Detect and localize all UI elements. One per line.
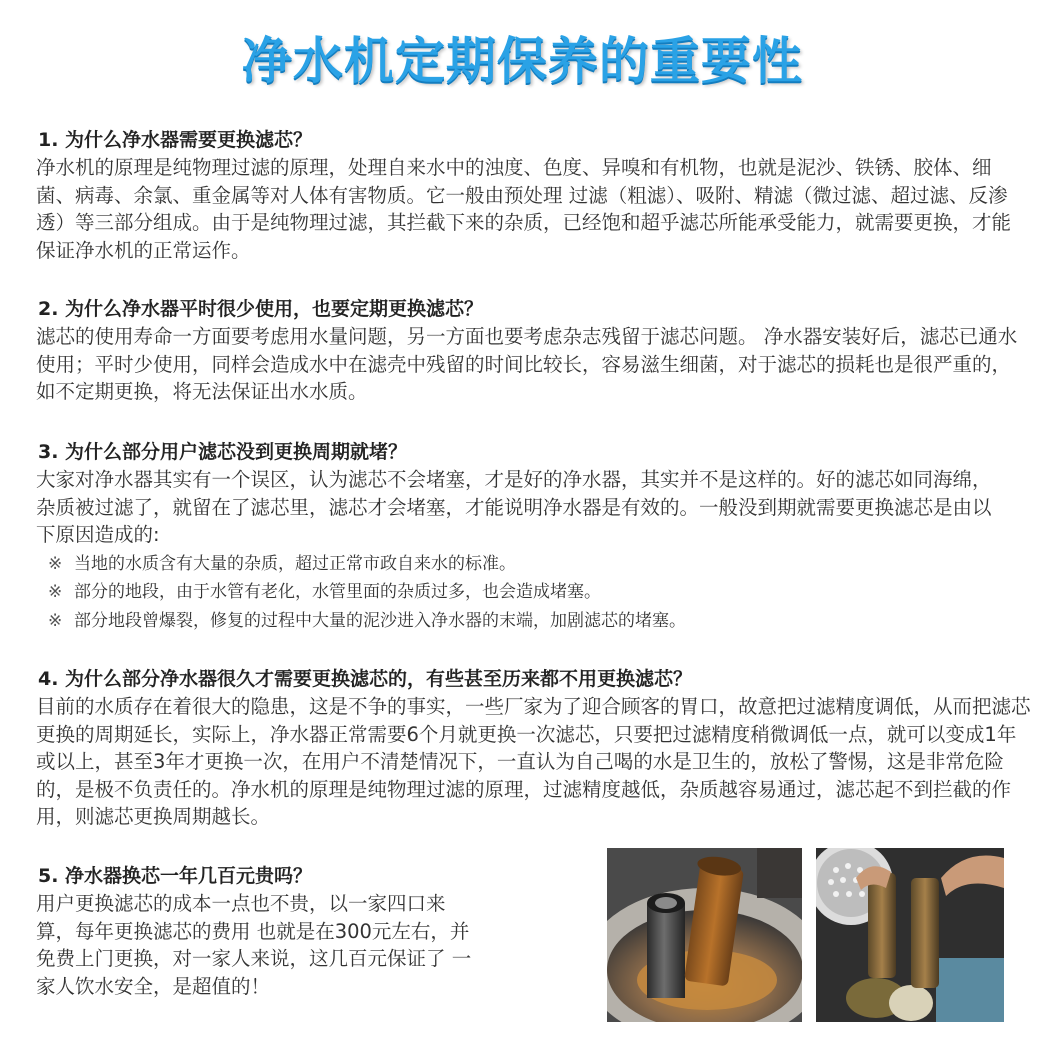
section-question: 5. 净水器换芯一年几百元贵吗？ — [38, 865, 313, 887]
reference-mark-icon: ※ — [48, 610, 63, 631]
section-4 — [36, 665, 1031, 831]
section-body: 净水机的原理是纯物理过滤的原理，处理自来水中的浊度、色度、异嗅和有机物，也就是泥沙、铁锈、胶体、细菌、病毒、余氯、重金属等对人体有害物质。它一般由预处理 过滤（粗滤）、吸附、精滤（微过滤、超过滤、反渗透）等三部分组成。由于是纯物理过滤，其拦截下来的杂质，已经饱和超乎滤芯所能承受能力，就需要更换，才能保证净水机的正常运作。 — [36, 156, 1012, 262]
cause-list — [36, 550, 1001, 636]
hands-holding-dirty-filters-photo — [816, 848, 1004, 1022]
section-body: 大家对净水器其实有一个误区，认为滤芯不会堵塞，才是好的净水器，其实并不是这样的。好的滤芯如同海绵，杂质被过滤了，就留在了滤芯里，滤芯才会堵塞，才能说明净水器是有效的。一般没到期就需要更换滤芯是由以下原因造成的: — [36, 468, 992, 546]
section-body: 目前的水质存在着很大的隐患，这是不争的事实，一些厂家为了迎合顾客的胃口，故意把过滤精度调低，从而把滤芯更换的周期延长，实际上，净水器正常需要6个月就更换一次滤芯，只要把过滤精度稍微调低一点，就可以变成1年或以上，甚至3年才更换一次，在用户不清楚情况下，一直认为自己喝的水是卫生的，放松了警惕，这是非常危险的，是极不负责任的。净水机的原理是纯物理过滤的原理，过滤精度越低，杂质越容易通过，滤芯起不到拦截的作用，则滤芯更换周期越长。 — [36, 695, 1031, 828]
section-5 — [36, 862, 476, 1000]
list-item: ※ 部分的地段，由于水管有老化，水管里面的杂质过多，也会造成堵塞。 — [36, 578, 1001, 607]
dirty-filter-in-housing-photo — [607, 848, 802, 1022]
reference-mark-icon: ※ — [48, 582, 63, 602]
section-1 — [36, 126, 1011, 264]
section-body: 用户更换滤芯的成本一点也不贵，以一家四口来算，每年更换滤芯的费用 也就是在300元左右，并免费上门更换，对一家人来说，这几百元保证了 一家人饮水安全，是超值的！ — [36, 892, 472, 998]
page-title: 净水机定期保养的重要性 — [242, 32, 803, 90]
section-body: 滤芯的使用寿命一方面要考虑用水量问题，另一方面也要考虑杂志残留于滤芯问题。 净水器安装好后，滤芯已通水使用；平时少使用，同样会造成水中在滤壳中残留的时间比较长，容易滋生细菌，对于滤芯的损耗也是很严重的，如不定期更换，将无法保证出水水质。 — [36, 325, 1018, 403]
reference-mark-icon: ※ — [48, 553, 63, 574]
section-question: 1. 为什么净水器需要更换滤芯？ — [38, 129, 313, 151]
section-question: 4. 为什么部分净水器很久才需要更换滤芯的，有些甚至历来都不用更换滤芯？ — [38, 668, 693, 690]
section-question: 2. 为什么净水器平时很少使用，也要定期更换滤芯？ — [38, 298, 484, 320]
section-3 — [36, 438, 1001, 635]
section-question: 3. 为什么部分用户滤芯没到更换周期就堵？ — [38, 441, 408, 463]
section-2 — [36, 295, 1021, 406]
list-item: ※ 当地的水质含有大量的杂质，超过正常市政自来水的标准。 — [36, 550, 1001, 579]
list-item: ※ 部分地段曾爆裂，修复的过程中大量的泥沙进入净水器的末端，加剧滤芯的堵塞。 — [36, 607, 1001, 636]
